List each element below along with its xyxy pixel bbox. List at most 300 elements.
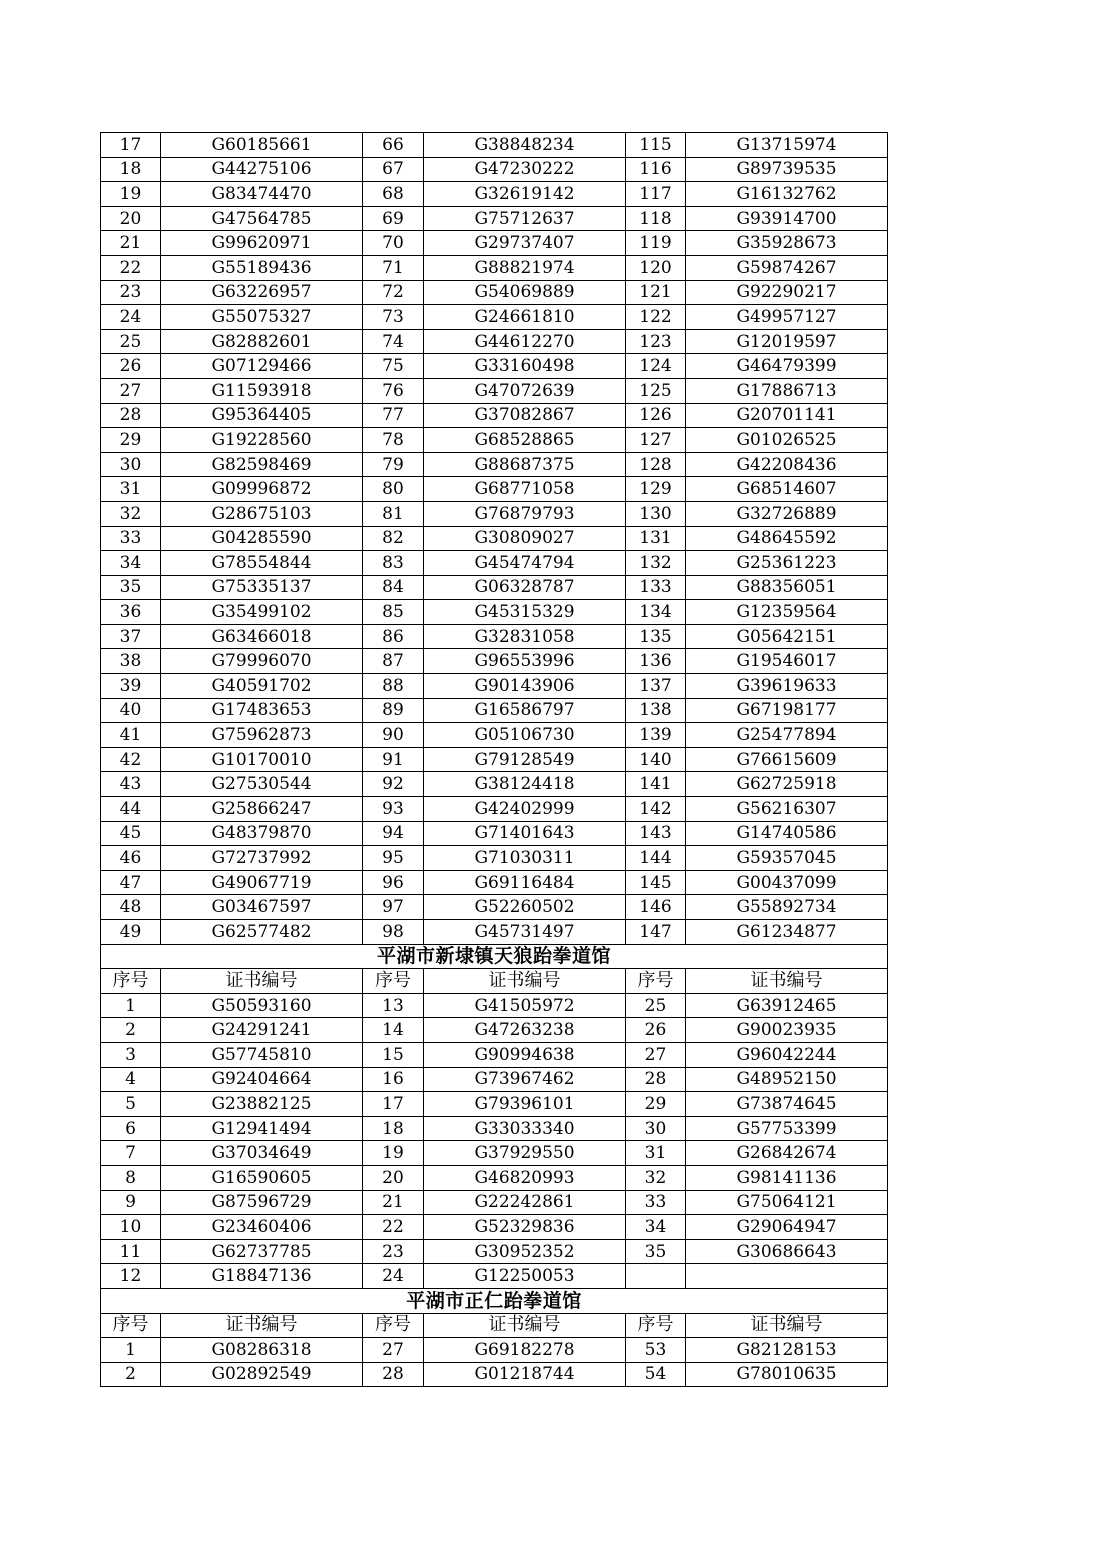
seq-cell: 117 (626, 182, 686, 207)
cert-number-cell: G59874267 (686, 255, 888, 280)
cert-number-cell: G35499102 (161, 600, 363, 625)
seq-cell: 44 (101, 797, 161, 822)
cert-number-cell: G40591702 (161, 674, 363, 699)
cert-number-cell: G47564785 (161, 206, 363, 231)
cert-number-cell: G09996872 (161, 477, 363, 502)
cert-number-cell: G00437099 (686, 870, 888, 895)
cert-number-cell: G30809027 (424, 526, 626, 551)
seq-cell: 6 (101, 1116, 161, 1141)
cert-number-cell: G92290217 (686, 280, 888, 305)
cert-number-cell: G79128549 (424, 747, 626, 772)
cert-number-cell: G11593918 (161, 378, 363, 403)
seq-cell: 32 (626, 1165, 686, 1190)
cert-number-cell: G59357045 (686, 846, 888, 871)
cert-number-cell: G19546017 (686, 649, 888, 674)
seq-cell: 140 (626, 747, 686, 772)
section-title: 平湖市正仁跆拳道馆 (101, 1288, 888, 1313)
seq-cell: 75 (363, 354, 424, 379)
seq-header: 序号 (363, 1313, 424, 1338)
cert-number-cell: G75962873 (161, 723, 363, 748)
section-title-row (101, 944, 888, 969)
cert-number-cell: G07129466 (161, 354, 363, 379)
cert-number-header: 证书编号 (686, 1313, 888, 1338)
cert-number-cell: G10170010 (161, 747, 363, 772)
cert-number-cell: G73874645 (686, 1092, 888, 1117)
seq-cell: 39 (101, 674, 161, 699)
cert-number-cell: G61234877 (686, 920, 888, 945)
table-row (101, 1338, 888, 1363)
cert-number-cell: G62737785 (161, 1239, 363, 1264)
table-row (101, 747, 888, 772)
cert-number-cell: G47230222 (424, 157, 626, 182)
table-row (101, 231, 888, 256)
seq-cell: 28 (101, 403, 161, 428)
cert-number-cell: G18847136 (161, 1264, 363, 1289)
table-row (101, 477, 888, 502)
cert-number-cell: G39619633 (686, 674, 888, 699)
cert-number-cell: G60185661 (161, 133, 363, 158)
cert-number-cell: G73967462 (424, 1067, 626, 1092)
cert-number-cell: G42208436 (686, 452, 888, 477)
cert-number-cell: G98141136 (686, 1165, 888, 1190)
table-row (101, 1141, 888, 1166)
table-row (101, 575, 888, 600)
certificate-table (100, 132, 888, 1387)
seq-cell: 11 (101, 1239, 161, 1264)
seq-cell: 91 (363, 747, 424, 772)
seq-cell: 47 (101, 870, 161, 895)
table-row (101, 624, 888, 649)
table-row (101, 403, 888, 428)
table-row (101, 305, 888, 330)
seq-cell: 73 (363, 305, 424, 330)
cert-number-cell: G26842674 (686, 1141, 888, 1166)
seq-cell: 26 (626, 1018, 686, 1043)
seq-cell: 10 (101, 1215, 161, 1240)
cert-number-cell: G75335137 (161, 575, 363, 600)
seq-cell: 25 (626, 993, 686, 1018)
seq-cell: 77 (363, 403, 424, 428)
cert-number-cell: G27530544 (161, 772, 363, 797)
cert-number-cell: G14740586 (686, 821, 888, 846)
seq-cell: 49 (101, 920, 161, 945)
cert-number-cell: G76879793 (424, 501, 626, 526)
seq-cell: 18 (101, 157, 161, 182)
cert-number-cell: G02892549 (161, 1362, 363, 1387)
table-row (101, 870, 888, 895)
header-row (101, 1313, 888, 1338)
seq-cell: 83 (363, 551, 424, 576)
seq-cell: 84 (363, 575, 424, 600)
cert-number-cell: G96553996 (424, 649, 626, 674)
cert-number-cell: G44612270 (424, 329, 626, 354)
table-row (101, 1264, 888, 1289)
table-row (101, 698, 888, 723)
seq-cell: 37 (101, 624, 161, 649)
seq-cell: 45 (101, 821, 161, 846)
cert-number-cell: G05106730 (424, 723, 626, 748)
cert-number-cell: G72737992 (161, 846, 363, 871)
seq-cell: 28 (363, 1362, 424, 1387)
cert-number-cell: G90023935 (686, 1018, 888, 1043)
seq-cell: 1 (101, 1338, 161, 1363)
seq-cell: 127 (626, 428, 686, 453)
seq-cell: 115 (626, 133, 686, 158)
cert-number-cell: G88821974 (424, 255, 626, 280)
seq-cell: 94 (363, 821, 424, 846)
seq-cell: 8 (101, 1165, 161, 1190)
seq-cell: 24 (101, 305, 161, 330)
seq-cell: 134 (626, 600, 686, 625)
cert-number-cell: G48379870 (161, 821, 363, 846)
seq-cell: 67 (363, 157, 424, 182)
seq-cell: 33 (626, 1190, 686, 1215)
cert-number-cell: G23882125 (161, 1092, 363, 1117)
cert-number-cell: G24291241 (161, 1018, 363, 1043)
cert-number-cell: G01026525 (686, 428, 888, 453)
seq-cell: 12 (101, 1264, 161, 1289)
cert-number-cell: G55892734 (686, 895, 888, 920)
cert-number-cell: G52329836 (424, 1215, 626, 1240)
cert-number-cell: G49067719 (161, 870, 363, 895)
cert-number-cell: G82882601 (161, 329, 363, 354)
seq-cell: 138 (626, 698, 686, 723)
cert-number-cell: G37034649 (161, 1141, 363, 1166)
cert-number-cell: G16590605 (161, 1165, 363, 1190)
seq-cell: 129 (626, 477, 686, 502)
seq-cell: 3 (101, 1042, 161, 1067)
table-row (101, 649, 888, 674)
table-row (101, 255, 888, 280)
table-row (101, 1116, 888, 1141)
cert-number-cell: G76615609 (686, 747, 888, 772)
cert-number-cell: G68514607 (686, 477, 888, 502)
cert-number-cell: G06328787 (424, 575, 626, 600)
cert-number-cell: G47263238 (424, 1018, 626, 1043)
seq-cell: 66 (363, 133, 424, 158)
cert-number-cell: G29064947 (686, 1215, 888, 1240)
seq-cell: 81 (363, 501, 424, 526)
seq-cell: 135 (626, 624, 686, 649)
cert-number-cell: G29737407 (424, 231, 626, 256)
seq-cell: 48 (101, 895, 161, 920)
cert-number-cell: G33160498 (424, 354, 626, 379)
seq-cell: 80 (363, 477, 424, 502)
cert-number-cell: G99620971 (161, 231, 363, 256)
seq-cell: 41 (101, 723, 161, 748)
seq-cell: 29 (101, 428, 161, 453)
cert-number-cell: G54069889 (424, 280, 626, 305)
seq-cell: 98 (363, 920, 424, 945)
seq-cell: 71 (363, 255, 424, 280)
cert-number-cell: G19228560 (161, 428, 363, 453)
cert-number-cell: G37929550 (424, 1141, 626, 1166)
cert-number-cell: G55075327 (161, 305, 363, 330)
cert-number-cell: G95364405 (161, 403, 363, 428)
cert-number-cell: G52260502 (424, 895, 626, 920)
seq-cell: 124 (626, 354, 686, 379)
cert-number-cell: G13715974 (686, 133, 888, 158)
cert-number-header: 证书编号 (161, 1313, 363, 1338)
cert-number-cell: G20701141 (686, 403, 888, 428)
table-row (101, 354, 888, 379)
cert-number-cell: G25866247 (161, 797, 363, 822)
cert-number-cell: G83474470 (161, 182, 363, 207)
seq-cell: 82 (363, 526, 424, 551)
table-row (101, 674, 888, 699)
table-row (101, 1018, 888, 1043)
seq-cell: 34 (626, 1215, 686, 1240)
cert-number-cell: G68771058 (424, 477, 626, 502)
cert-number-cell (686, 1264, 888, 1289)
cert-number-cell: G48645592 (686, 526, 888, 551)
cert-number-cell: G63226957 (161, 280, 363, 305)
seq-cell: 90 (363, 723, 424, 748)
table-row (101, 428, 888, 453)
seq-cell: 17 (363, 1092, 424, 1117)
seq-cell: 76 (363, 378, 424, 403)
seq-header: 序号 (363, 969, 424, 994)
cert-number-cell: G89739535 (686, 157, 888, 182)
seq-cell: 4 (101, 1067, 161, 1092)
seq-cell: 24 (363, 1264, 424, 1289)
cert-number-cell: G04285590 (161, 526, 363, 551)
table-row (101, 551, 888, 576)
seq-cell: 14 (363, 1018, 424, 1043)
seq-cell: 17 (101, 133, 161, 158)
seq-cell: 25 (101, 329, 161, 354)
table-row (101, 157, 888, 182)
seq-cell: 122 (626, 305, 686, 330)
table-row (101, 895, 888, 920)
cert-number-cell: G12359564 (686, 600, 888, 625)
table-row (101, 1092, 888, 1117)
seq-header: 序号 (101, 969, 161, 994)
section-title: 平湖市新埭镇天狼跆拳道馆 (101, 944, 888, 969)
table-row (101, 1362, 888, 1387)
cert-number-cell: G32726889 (686, 501, 888, 526)
seq-cell: 132 (626, 551, 686, 576)
cert-number-cell: G46820993 (424, 1165, 626, 1190)
cert-number-cell: G28675103 (161, 501, 363, 526)
seq-cell: 93 (363, 797, 424, 822)
cert-number-cell: G45474794 (424, 551, 626, 576)
cert-number-cell: G41505972 (424, 993, 626, 1018)
cert-number-header: 证书编号 (424, 969, 626, 994)
seq-cell: 137 (626, 674, 686, 699)
seq-header: 序号 (101, 1313, 161, 1338)
seq-cell: 1 (101, 993, 161, 1018)
table-row (101, 1215, 888, 1240)
seq-cell: 70 (363, 231, 424, 256)
cert-number-cell: G78554844 (161, 551, 363, 576)
cert-number-cell: G32831058 (424, 624, 626, 649)
seq-cell: 86 (363, 624, 424, 649)
table-row (101, 378, 888, 403)
cert-number-cell: G17886713 (686, 378, 888, 403)
cert-number-cell: G57753399 (686, 1116, 888, 1141)
cert-number-cell: G16132762 (686, 182, 888, 207)
seq-cell: 118 (626, 206, 686, 231)
cert-number-cell: G17483653 (161, 698, 363, 723)
cert-number-cell: G71030311 (424, 846, 626, 871)
cert-number-cell: G62577482 (161, 920, 363, 945)
seq-cell: 20 (363, 1165, 424, 1190)
seq-cell: 46 (101, 846, 161, 871)
seq-cell: 68 (363, 182, 424, 207)
table-row (101, 797, 888, 822)
cert-number-cell: G38124418 (424, 772, 626, 797)
table-row (101, 1190, 888, 1215)
cert-number-cell: G05642151 (686, 624, 888, 649)
seq-cell: 131 (626, 526, 686, 551)
table-row (101, 452, 888, 477)
seq-cell: 35 (101, 575, 161, 600)
seq-cell: 96 (363, 870, 424, 895)
cert-number-cell: G42402999 (424, 797, 626, 822)
seq-cell: 116 (626, 157, 686, 182)
table-row (101, 772, 888, 797)
seq-cell: 119 (626, 231, 686, 256)
seq-cell: 32 (101, 501, 161, 526)
seq-cell: 123 (626, 329, 686, 354)
table-row (101, 280, 888, 305)
header-row (101, 969, 888, 994)
seq-cell: 141 (626, 772, 686, 797)
cert-number-cell: G45731497 (424, 920, 626, 945)
seq-cell: 5 (101, 1092, 161, 1117)
seq-cell: 87 (363, 649, 424, 674)
seq-cell: 42 (101, 747, 161, 772)
table-row (101, 206, 888, 231)
seq-cell: 33 (101, 526, 161, 551)
section-title-row (101, 1288, 888, 1313)
seq-cell: 43 (101, 772, 161, 797)
table-row (101, 526, 888, 551)
table-row (101, 600, 888, 625)
seq-cell: 18 (363, 1116, 424, 1141)
seq-cell: 21 (363, 1190, 424, 1215)
cert-number-cell: G78010635 (686, 1362, 888, 1387)
seq-cell: 95 (363, 846, 424, 871)
cert-number-cell: G16586797 (424, 698, 626, 723)
cert-number-cell: G32619142 (424, 182, 626, 207)
cert-number-header: 证书编号 (161, 969, 363, 994)
seq-cell: 34 (101, 551, 161, 576)
table-row (101, 821, 888, 846)
cert-number-cell: G24661810 (424, 305, 626, 330)
seq-cell: 23 (363, 1239, 424, 1264)
cert-number-header: 证书编号 (424, 1313, 626, 1338)
cert-number-cell: G69116484 (424, 870, 626, 895)
cert-number-cell: G50593160 (161, 993, 363, 1018)
cert-number-cell: G68528865 (424, 428, 626, 453)
seq-cell: 130 (626, 501, 686, 526)
seq-header: 序号 (626, 969, 686, 994)
seq-cell: 79 (363, 452, 424, 477)
certificate-table-body (101, 133, 888, 1387)
seq-cell: 30 (626, 1116, 686, 1141)
seq-cell: 144 (626, 846, 686, 871)
seq-cell: 133 (626, 575, 686, 600)
cert-number-cell: G12941494 (161, 1116, 363, 1141)
table-row (101, 920, 888, 945)
cert-number-cell: G25361223 (686, 551, 888, 576)
table-row (101, 723, 888, 748)
seq-cell: 26 (101, 354, 161, 379)
cert-number-cell: G92404664 (161, 1067, 363, 1092)
seq-cell: 128 (626, 452, 686, 477)
table-row (101, 133, 888, 158)
cert-number-cell: G25477894 (686, 723, 888, 748)
cert-number-cell: G38848234 (424, 133, 626, 158)
cert-number-cell: G22242861 (424, 1190, 626, 1215)
cert-number-cell: G82128153 (686, 1338, 888, 1363)
seq-cell: 27 (363, 1338, 424, 1363)
cert-number-cell: G87596729 (161, 1190, 363, 1215)
table-row (101, 1165, 888, 1190)
seq-cell: 36 (101, 600, 161, 625)
cert-number-cell: G47072639 (424, 378, 626, 403)
table-row (101, 993, 888, 1018)
cert-number-cell: G01218744 (424, 1362, 626, 1387)
table-row (101, 182, 888, 207)
seq-cell: 72 (363, 280, 424, 305)
seq-cell: 145 (626, 870, 686, 895)
seq-cell: 125 (626, 378, 686, 403)
seq-cell: 7 (101, 1141, 161, 1166)
cert-number-cell: G79996070 (161, 649, 363, 674)
seq-cell: 92 (363, 772, 424, 797)
seq-cell: 22 (101, 255, 161, 280)
cert-number-cell: G30952352 (424, 1239, 626, 1264)
cert-number-cell: G44275106 (161, 157, 363, 182)
seq-cell: 69 (363, 206, 424, 231)
seq-cell: 19 (101, 182, 161, 207)
cert-number-cell: G88687375 (424, 452, 626, 477)
seq-cell: 19 (363, 1141, 424, 1166)
seq-cell: 85 (363, 600, 424, 625)
cert-number-cell: G63466018 (161, 624, 363, 649)
cert-number-cell: G37082867 (424, 403, 626, 428)
cert-number-cell: G56216307 (686, 797, 888, 822)
seq-cell: 136 (626, 649, 686, 674)
seq-cell: 22 (363, 1215, 424, 1240)
cert-number-cell: G88356051 (686, 575, 888, 600)
seq-cell: 53 (626, 1338, 686, 1363)
cert-number-cell: G63912465 (686, 993, 888, 1018)
cert-number-cell: G57745810 (161, 1042, 363, 1067)
cert-number-cell: G90143906 (424, 674, 626, 699)
seq-cell: 2 (101, 1018, 161, 1043)
cert-number-cell: G45315329 (424, 600, 626, 625)
seq-cell: 74 (363, 329, 424, 354)
seq-cell: 27 (626, 1042, 686, 1067)
seq-cell: 16 (363, 1067, 424, 1092)
cert-number-cell: G35928673 (686, 231, 888, 256)
cert-number-cell: G55189436 (161, 255, 363, 280)
cert-number-cell: G48952150 (686, 1067, 888, 1092)
seq-cell: 13 (363, 993, 424, 1018)
cert-number-cell: G79396101 (424, 1092, 626, 1117)
seq-cell: 89 (363, 698, 424, 723)
cert-number-cell: G67198177 (686, 698, 888, 723)
seq-cell: 9 (101, 1190, 161, 1215)
cert-number-cell: G33033340 (424, 1116, 626, 1141)
seq-cell: 23 (101, 280, 161, 305)
seq-header: 序号 (626, 1313, 686, 1338)
seq-cell: 21 (101, 231, 161, 256)
